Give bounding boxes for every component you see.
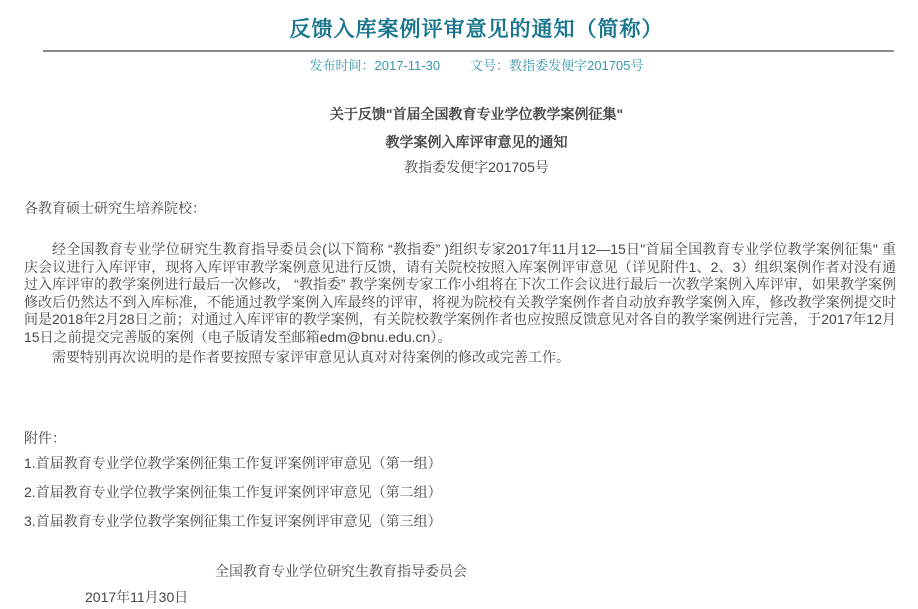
publish-date-label: 发布时间：	[309, 58, 375, 73]
attachments-label: 附件：	[24, 430, 66, 446]
page-title: 反馈入库案例评审意见的通知（简称）	[289, 18, 664, 41]
title-divider	[43, 50, 894, 52]
document-number: 教指委发便字201705号	[404, 159, 549, 175]
body-paragraph-1: 经全国教育专业学位研究生教育指导委员会(以下简称 “教指委” )组织专家2017年11月12—15日"首届全国教育专业学位教学案例征集" 重庆会议进行入库评审，现将入库评审教学案例意见进行反馈，请有关院校按照入库案例评审意见（详见附件1、2、3）组织案例作者对没有通过入库评审的教学案例进行最后一次修改， “教指委” 教学案例专家工作小组将在下次工作会议进行最后一次教学案例入库评审，如果教学案例修改后仍然达不到入库标准，不能通过教学案例入库最终的评审，将视为院校有关教学案例作者自动放弃教学案例入库，修改教学案例提交时间是2018年2月28日之前；对通过入库评审的教学案例，有关院校教学案例作者也应按照反馈意见对各自的教学案例进行完善，于2017年12月15日之前提交完善版的案例（电子版请发至邮箱edm@bnu.edu.cn）。	[24, 241, 896, 345]
attachment-item-1: 1.首届教育专业学位教学案例征集工作复评案例评审意见（第一组）	[24, 455, 442, 471]
attachments-list	[24, 449, 442, 536]
signature-organization: 全国教育专业学位研究生教育指导委员会	[215, 563, 467, 579]
document-heading-line1: 关于反馈"首届全国教育专业学位教学案例征集"	[329, 106, 624, 122]
doc-no-label: 文号：	[470, 58, 510, 73]
attachment-item-2: 2.首届教育专业学位教学案例征集工作复评案例评审意见（第二组）	[24, 484, 442, 500]
signature-date: 2017年11月30日	[85, 589, 189, 605]
attachment-item-3: 3.首届教育专业学位教学案例征集工作复评案例评审意见（第三组）	[24, 513, 442, 529]
doc-no-value: 教指委发便字201705号	[509, 58, 644, 73]
meta-line	[24, 55, 918, 74]
body-paragraph-2: 需要特别再次说明的是作者要按照专家评审意见认真对对待案例的修改或完善工作。	[52, 349, 570, 365]
document-heading-line2: 教学案例入库评审意见的通知	[385, 134, 568, 150]
salutation: 各教育硕士研究生培养院校：	[24, 200, 206, 216]
publish-date-value: 2017-11-30	[374, 58, 441, 73]
